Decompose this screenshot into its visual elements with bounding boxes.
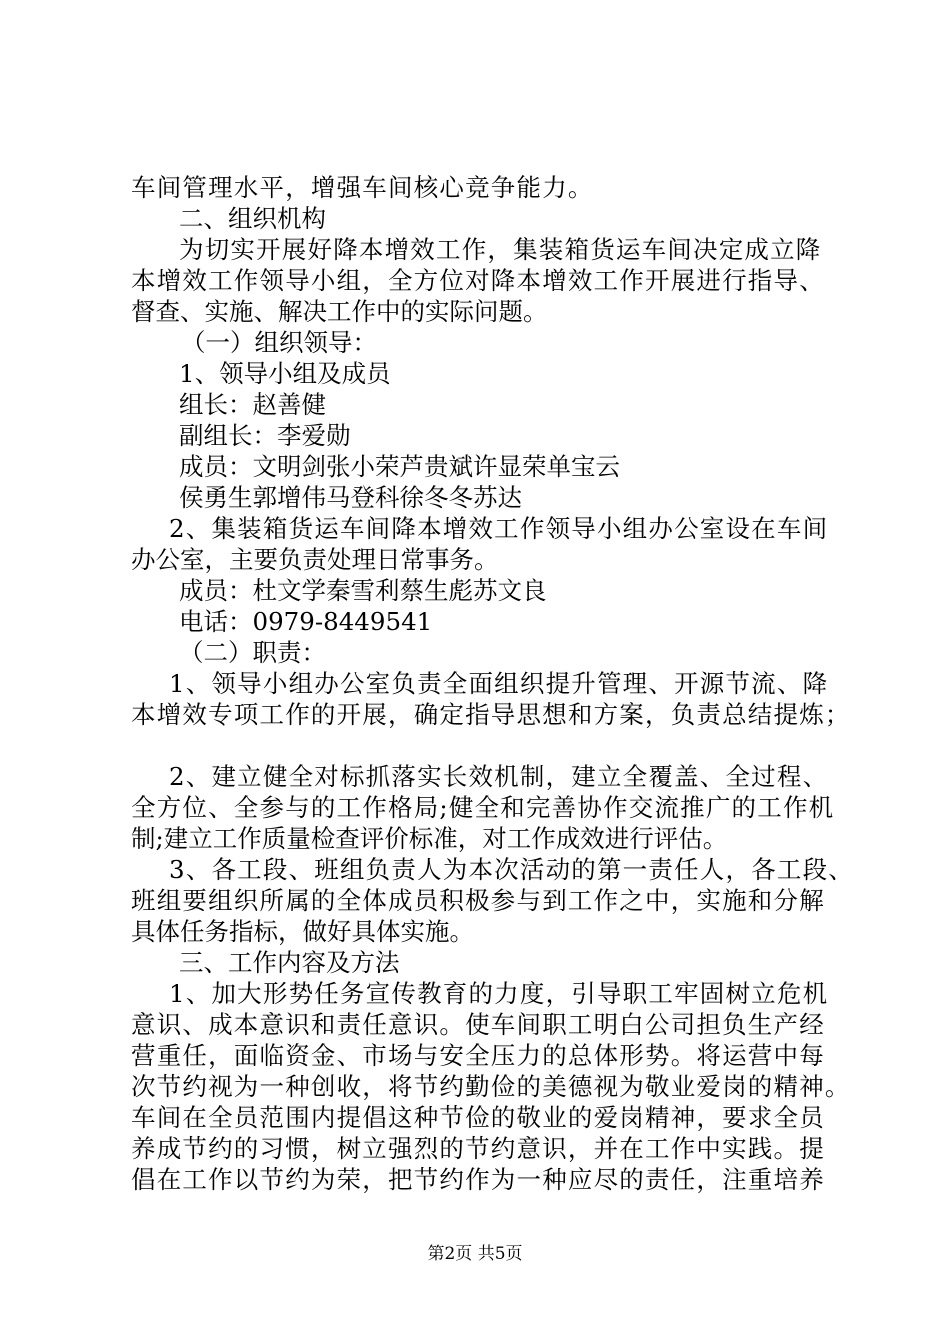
paragraph-line: 倡在工作以节约为荣，把节约作为一种应尽的责任，注重培养: [131, 1165, 825, 1194]
subsection-heading: （一）组织领导：: [181, 328, 377, 357]
section-heading: 二、组织机构: [179, 204, 326, 233]
paragraph-line: 营重任，面临资金、市场与安全压力的总体形势。将运营中每: [131, 1041, 825, 1070]
paragraph-line: 班组要组织所属的全体成员积极参与到工作之中，实施和分解: [131, 886, 825, 915]
section-heading: 三、工作内容及方法: [179, 948, 400, 977]
paragraph-line: 组长：赵善健: [179, 390, 326, 419]
paragraph-line: 2、建立健全对标抓落实长效机制，建立全覆盖、全过程、: [169, 762, 829, 791]
paragraph-line: 养成节约的习惯，树立强烈的节约意识，并在工作中实践。提: [131, 1134, 825, 1163]
paragraph-line: 副组长：李爱勋: [179, 421, 351, 450]
paragraph-line: 意识、成本意识和责任意识。使车间职工明白公司担负生产经: [131, 1010, 825, 1039]
paragraph-line: 成员：杜文学秦雪利蔡生彪苏文良: [179, 576, 547, 605]
paragraph-line: 全方位、全参与的工作格局;健全和完善协作交流推广的工作机: [131, 793, 835, 822]
paragraph-line: 侯勇生郭增伟马登科徐冬冬苏达: [179, 483, 522, 512]
paragraph-line: 成员：文明剑张小荣芦贵斌许显荣单宝云: [179, 452, 620, 481]
paragraph-line: 1、加大形势任务宣传教育的力度，引导职工牢固树立危机: [169, 979, 829, 1008]
blank-line: [131, 730, 831, 761]
paragraph-line: 1、领导小组办公室负责全面组织提升管理、开源节流、降: [169, 669, 829, 698]
paragraph-line: 本增效专项工作的开展，确定指导思想和方案，负责总结提炼；: [131, 700, 851, 729]
paragraph-line: 2、集装箱货运车间降本增效工作领导小组办公室设在车间: [169, 514, 829, 543]
paragraph-line: 具体任务指标，做好具体实施。: [131, 917, 474, 946]
paragraph-line: 次节约视为一种创收，将节约勤俭的美德视为敬业爱岗的精神。: [131, 1072, 851, 1101]
paragraph-line: 制;建立工作质量检查评价标准，对工作成效进行评估。: [131, 824, 728, 853]
paragraph-line: 1、领导小组及成员: [179, 359, 391, 388]
paragraph-line: 办公室，主要负责处理日常事务。: [131, 545, 499, 574]
paragraph-line: 3、各工段、班组负责人为本次活动的第一责任人，各工段、: [169, 855, 854, 884]
paragraph-line: 本增效工作领导小组，全方位对降本增效工作开展进行指导、: [131, 266, 825, 295]
document-body: [131, 172, 854, 1195]
paragraph-line: 督查、实施、解决工作中的实际问题。: [131, 297, 548, 326]
paragraph-line: 为切实开展好降本增效工作，集装箱货运车间决定成立降: [179, 235, 822, 264]
paragraph-line: 车间管理水平，增强车间核心竞争能力。: [131, 173, 594, 202]
paragraph-line: 电话：0979-8449541: [179, 607, 433, 636]
subsection-heading: （二）职责：: [179, 638, 326, 667]
paragraph-line: 车间在全员范围内提倡这种节俭的敬业的爱岗精神，要求全员: [131, 1103, 825, 1132]
page-number-footer: 第2页 共5页: [427, 1244, 523, 1264]
